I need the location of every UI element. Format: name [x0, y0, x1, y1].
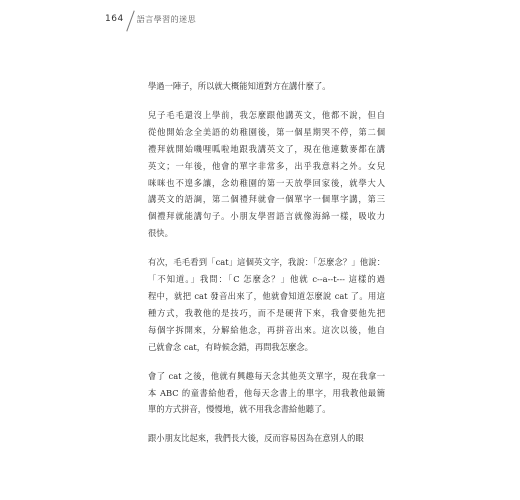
running-title: 語言學習的迷思 [136, 14, 197, 24]
text-line: 講英文的語調，第二個禮拜就會一個單字一個單字講，第三 [148, 194, 385, 205]
paragraph [148, 368, 385, 419]
text-line: 每個字拆開來，分解給他念，再拼音出來。這次以後，他自 [148, 324, 385, 335]
text-line: 「不知道。」我問：「C 怎麼念？」他就 c--a--t--- 這樣的過 [148, 274, 385, 285]
text-line: 跟小朋友比起來，我們長大後，反而容易因為在意別人的眼 [148, 433, 364, 444]
text-line: 種方式，我教他的是技巧，而不是硬背下來，我會要他先把 [148, 307, 385, 318]
text-line: 兒子毛毛還沒上學前，我怎麼跟他講英文，他都不說，但自 [148, 109, 385, 120]
body-text [148, 78, 385, 459]
header-divider [126, 10, 134, 31]
text-line: 禮拜就開始嘰哩呱啦地跟我講英文了，現在他連數麥都在講 [148, 143, 385, 154]
page-number: 164 [105, 14, 124, 24]
text-line: 咪咪也不遑多讓，念幼稚園的第一天放學回家後，就學大人 [148, 177, 385, 188]
paragraph [148, 254, 385, 355]
text-line: 英文；一年後，他會的單字非常多，出乎我意料之外。女兒 [148, 160, 385, 171]
text-line: 很快。 [148, 228, 173, 239]
text-line: 己就會念 cat，有時候念錯，再問我怎麼念。 [148, 341, 313, 352]
text-line: 學過一陣子，所以就大概能知道對方在講什麼了。 [148, 81, 331, 91]
paragraph [148, 107, 385, 242]
page-header [105, 12, 196, 26]
paragraph [148, 78, 385, 95]
text-line: 個禮拜就能講句子。小朋友學習語言就像海綿一樣，吸收力 [148, 211, 385, 222]
text-line: 從他開始念全美語的幼稚園後，第一個星期哭不停，第二個 [148, 126, 385, 137]
text-line: 程中，就把 cat 發音出來了，他就會知道怎麼說 cat 了。用這 [148, 290, 385, 301]
text-line: 單的方式拼音，慢慢地，就不用我念書給他聽了。 [148, 404, 331, 415]
text-line: 有次，毛毛看到「cat」這個英文字，我說：「怎麼念？」他說： [148, 257, 385, 268]
paragraph [148, 430, 385, 447]
text-line: 會了 cat 之後，他就有興趣每天念其他英文單字，現在我拿一 [148, 370, 385, 381]
text-line: 本 ABC 的童書給他看，他每天念書上的單字，用我教他最簡 [148, 387, 385, 398]
